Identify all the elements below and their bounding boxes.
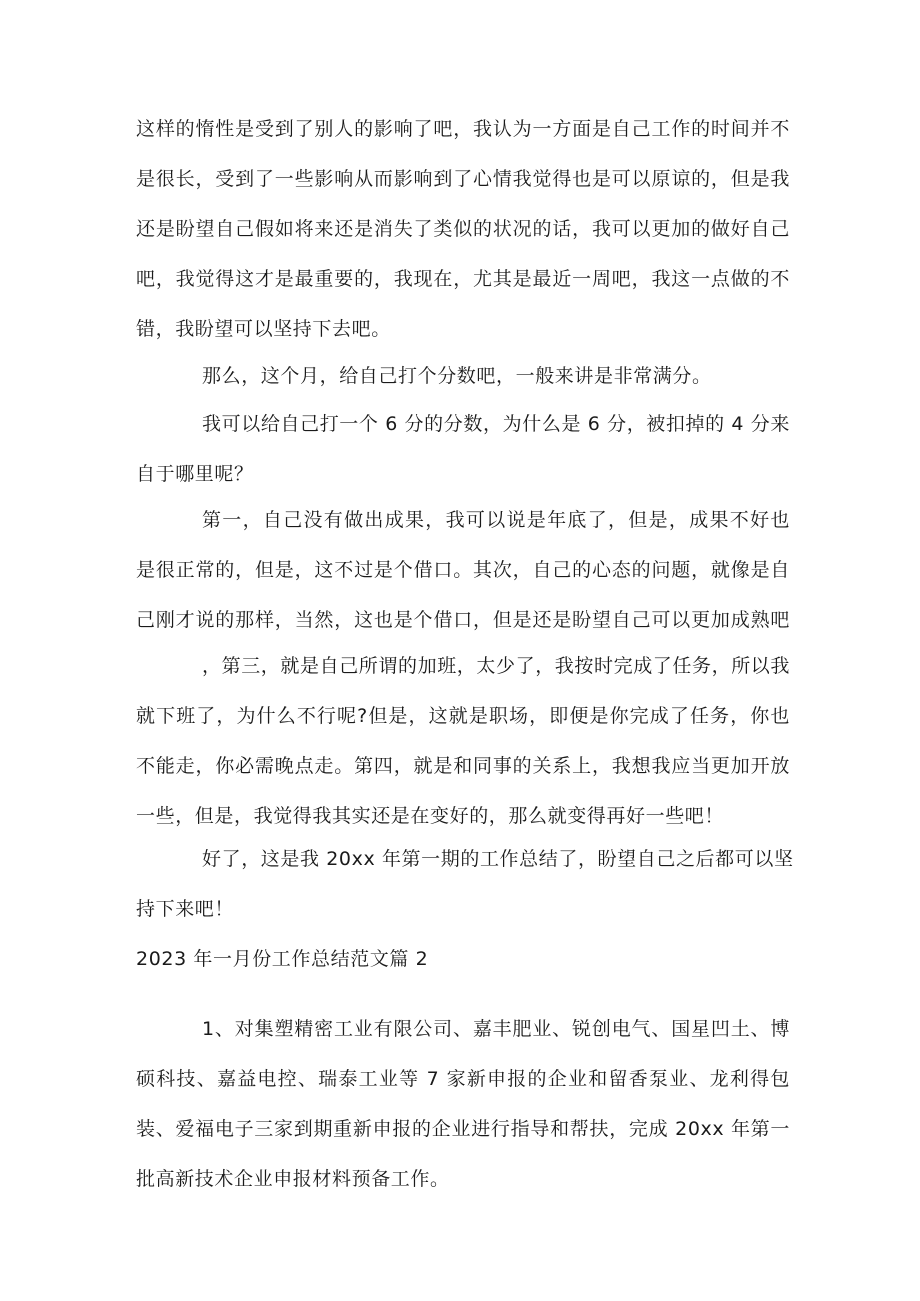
paragraph-line: 好了，这是我 20xx 年第一期的工作总结了，盼望自己之后都可以坚	[202, 848, 794, 870]
section-heading: 2023 年一月份工作总结范文篇 2	[136, 948, 429, 970]
paragraph-line: 一些，但是，我觉得我其实还是在变好的，那么就变得再好一些吧！	[136, 805, 725, 827]
paragraph-line: 1、对集塑精密工业有限公司、嘉丰肥业、锐创电气、国星凹土、博	[202, 1018, 790, 1040]
paragraph-line: 那么，这个月，给自己打个分数吧，一般来讲是非常满分。	[202, 365, 712, 387]
paragraph-line: 自于哪里呢？	[136, 463, 254, 485]
paragraph-1	[136, 104, 790, 354]
paragraph-line: 错，我盼望可以坚持下去吧。	[136, 318, 391, 340]
paragraph-3	[136, 399, 790, 499]
paragraph-4	[136, 495, 790, 645]
paragraph-line: 这样的惰性是受到了别人的影响了吧，我认为一方面是自己工作的时间并不	[136, 118, 790, 140]
paragraph-line: 是很正常的，但是，这不过是个借口。其次，自己的心态的问题，就像是自	[136, 559, 790, 581]
paragraph-line: 不能走，你必需晚点走。第四，就是和同事的关系上，我想我应当更加开放	[136, 755, 790, 777]
paragraph-line: 批高新技术企业申报材料预备工作。	[136, 1168, 450, 1190]
paragraph-line: 还是盼望自己假如将来还是消失了类似的状况的话，我可以更加的做好自己	[136, 218, 790, 240]
paragraph-line: 是很长，受到了一些影响从而影响到了心情我觉得也是可以原谅的，但是我	[136, 168, 790, 190]
paragraph-line: 第一，自己没有做出成果，我可以说是年底了，但是，成果不好也	[202, 509, 790, 531]
paragraph-2	[136, 351, 790, 401]
paragraph-7	[136, 1004, 790, 1204]
paragraph-line: 己刚才说的那样，当然，这也是个借口，但是还是盼望自己可以更加成熟吧	[136, 609, 790, 631]
paragraph-line: 我可以给自己打一个 6 分的分数，为什么是 6 分，被扣掉的 4 分来	[202, 413, 790, 435]
paragraph-line: 硕科技、嘉益电控、瑞泰工业等 7 家新申报的企业和留香泵业、龙利得包	[136, 1068, 790, 1090]
paragraph-line: 持下来吧！	[136, 898, 235, 920]
paragraph-6	[136, 834, 794, 934]
paragraph-line: ，第三，就是自己所谓的加班，太少了，我按时完成了任务，所以我	[202, 655, 791, 677]
paragraph-5	[136, 641, 790, 841]
paragraph-line: 吧，我觉得这才是最重要的，我现在，尤其是最近一周吧，我这一点做的不	[136, 268, 790, 290]
paragraph-line: 装、爱福电子三家到期重新申报的企业进行指导和帮扶，完成 20xx 年第一	[136, 1118, 790, 1140]
paragraph-line: 就下班了，为什么不行呢?但是，这就是职场，即便是你完成了任务，你也	[136, 705, 790, 727]
